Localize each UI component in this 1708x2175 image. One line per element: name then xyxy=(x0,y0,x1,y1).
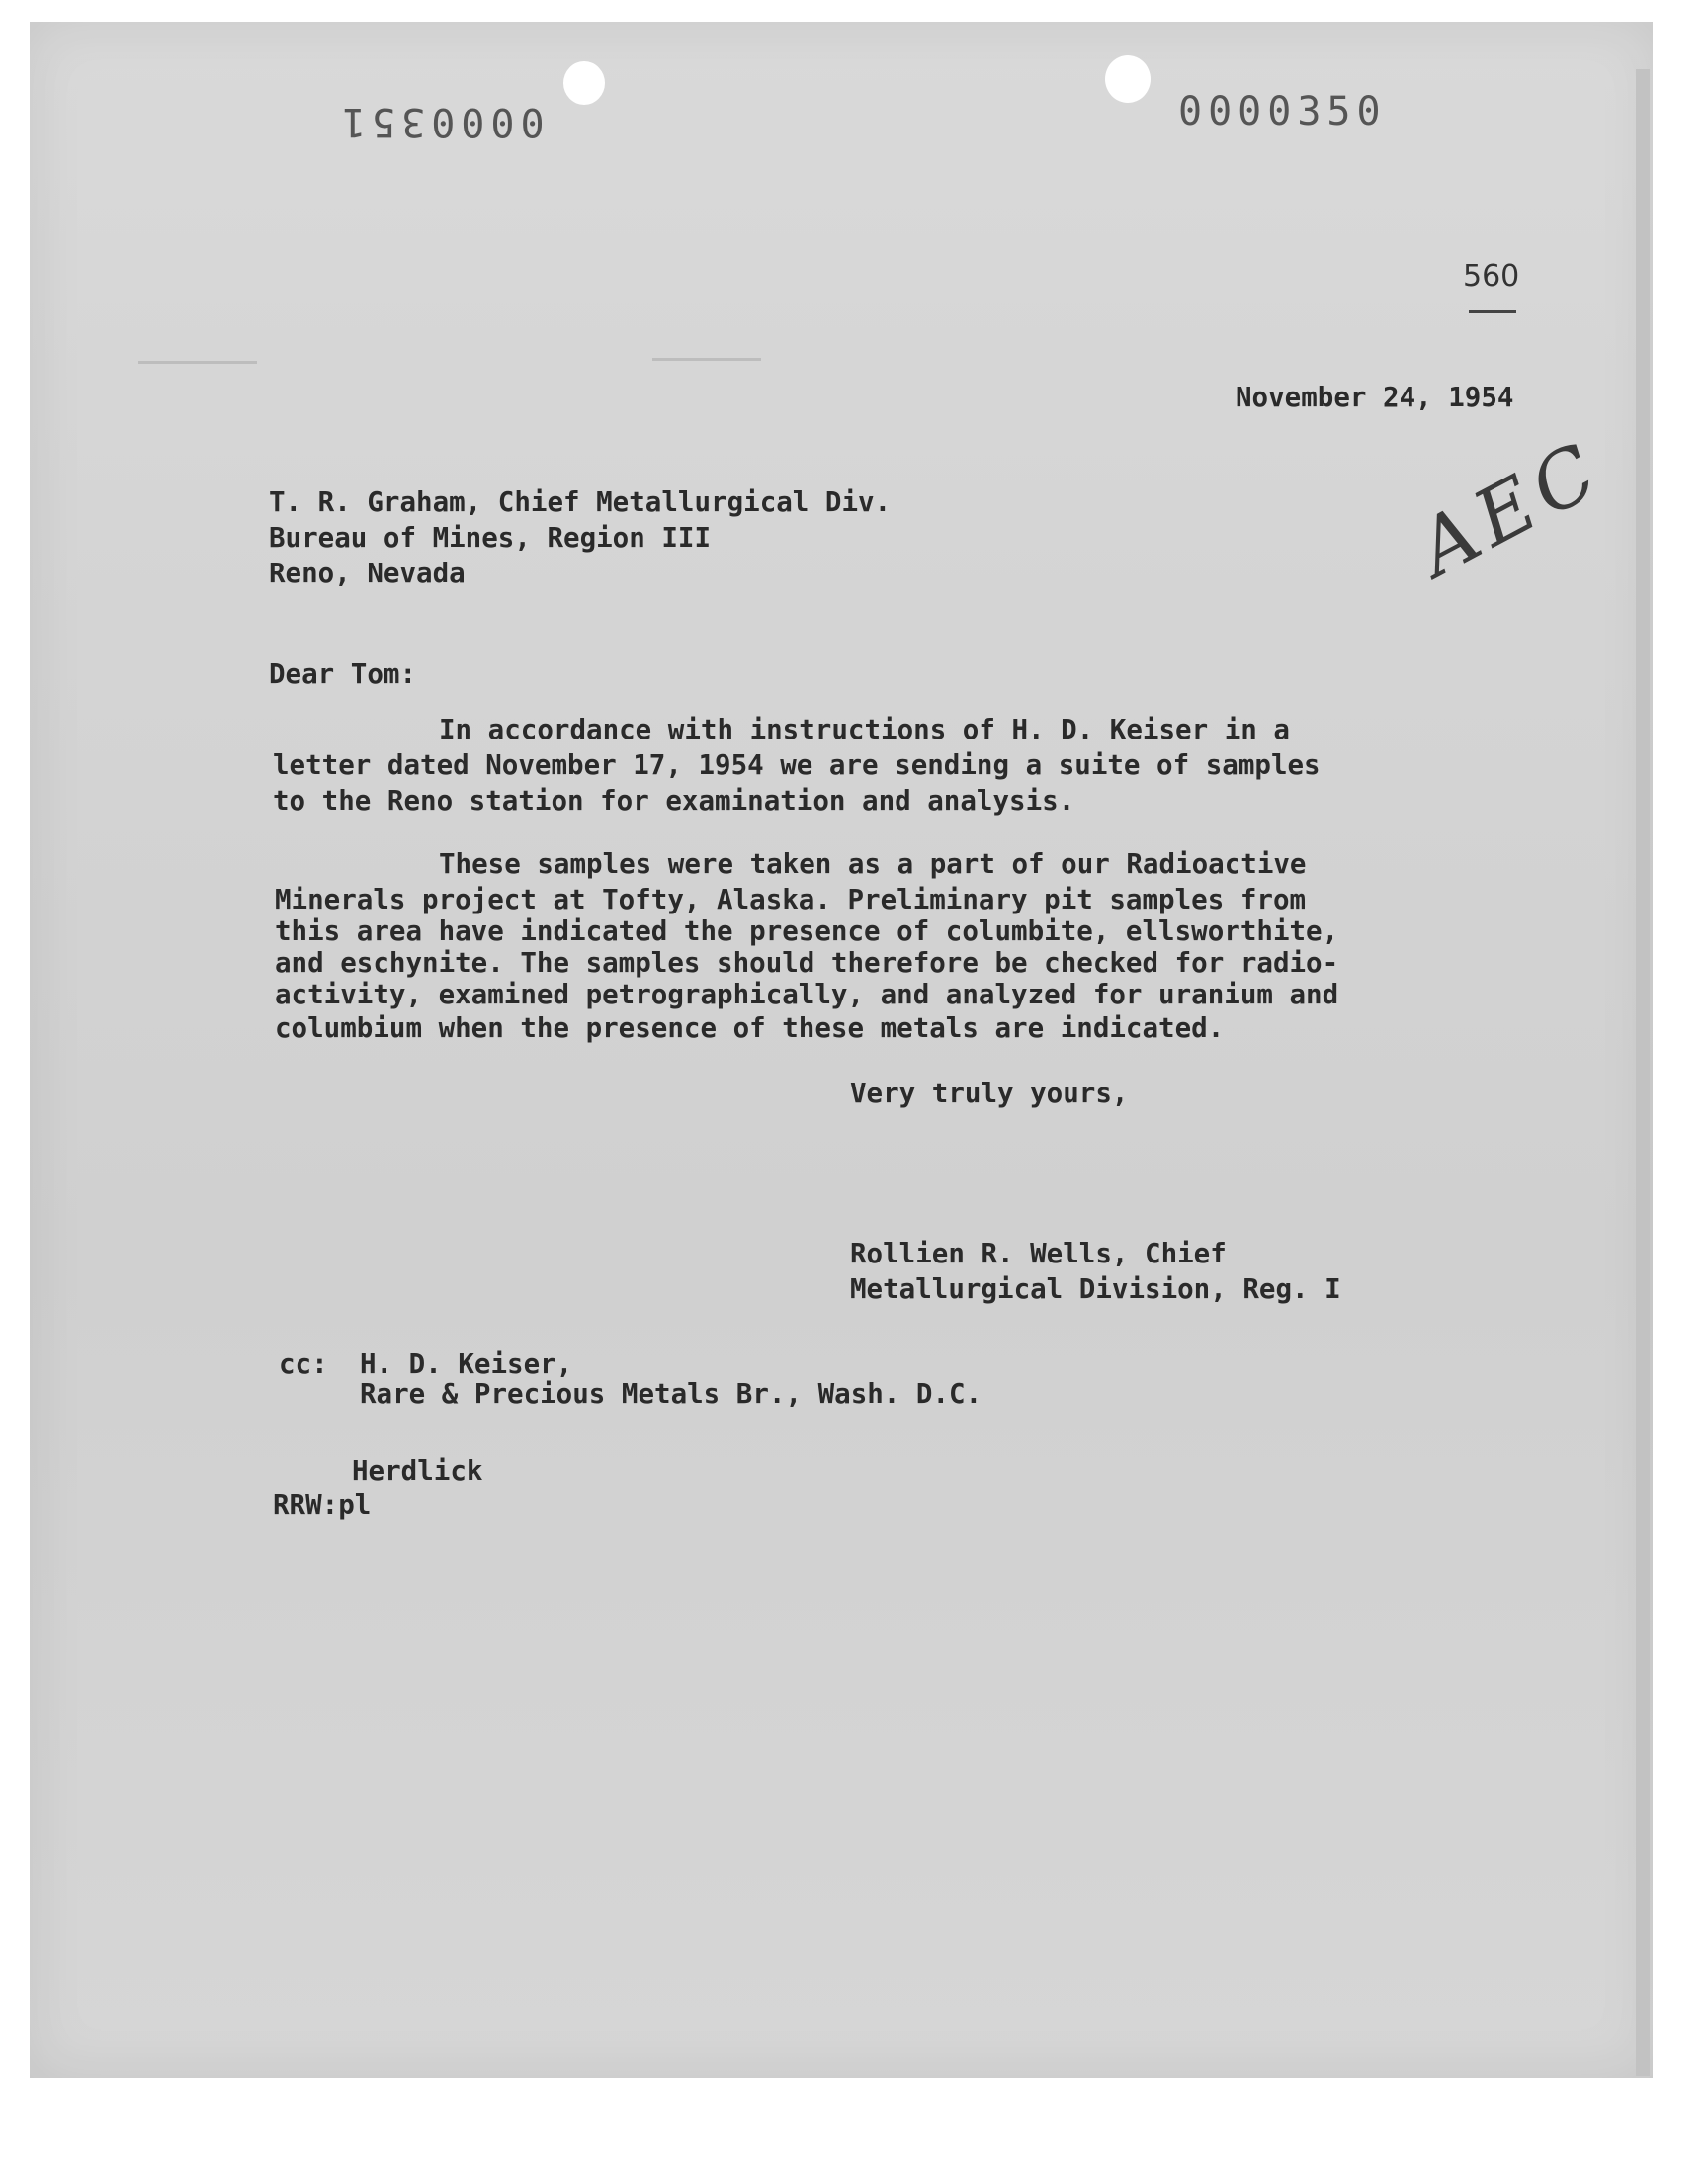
recipient-line-1: T. R. Graham, Chief Metallurgical Div. xyxy=(269,486,892,518)
document-stamp-right: 0000350 xyxy=(1178,89,1387,134)
punch-hole-right xyxy=(1105,55,1151,103)
paragraph1-line-3: to the Reno station for examination and analysis. xyxy=(273,785,1075,817)
cc-line-2: Rare & Precious Metals Br., Wash. D.C. xyxy=(360,1378,982,1410)
scanned-page xyxy=(30,22,1653,2078)
paragraph2-line-1: These samples were taken as a part of our Radioactive xyxy=(439,848,1307,880)
paragraph2-line-3: this area have indicated the presence of columbite, ellsworthite, xyxy=(275,915,1339,947)
signature-line-1: Rollien R. Wells, Chief xyxy=(850,1238,1227,1269)
cc-extra: Herdlick xyxy=(352,1455,483,1487)
recipient-line-3: Reno, Nevada xyxy=(269,558,466,589)
salutation: Dear Tom: xyxy=(269,658,417,690)
paragraph2-line-2: Minerals project at Tofty, Alaska. Preliminary pit samples from xyxy=(275,884,1307,915)
letter-date: November 24, 1954 xyxy=(1236,382,1514,413)
paragraph2-line-6: columbium when the presence of these metals are indicated. xyxy=(275,1012,1225,1044)
page-number-underline xyxy=(1469,310,1516,313)
cc-line-1: H. D. Keiser, xyxy=(360,1348,573,1380)
signature-line-2: Metallurgical Division, Reg. I xyxy=(850,1273,1341,1305)
paragraph2-line-5: activity, examined petrographically, and analyzed for uranium and xyxy=(275,979,1339,1010)
punch-hole-left xyxy=(563,61,605,105)
page-number: 560 xyxy=(1463,259,1520,294)
recipient-line-2: Bureau of Mines, Region III xyxy=(269,522,712,554)
document-stamp-left: 0000351 xyxy=(336,99,545,144)
typist-initials: RRW:pl xyxy=(273,1489,372,1521)
paragraph2-line-4: and eschynite. The samples should therefore be checked for radio- xyxy=(275,947,1339,979)
paragraph1-line-2: letter dated November 17, 1954 we are sending a suite of samples xyxy=(273,749,1321,781)
smudge-line-center xyxy=(652,358,761,361)
cc-label: cc: xyxy=(279,1348,328,1380)
paragraph1-line-1: In accordance with instructions of H. D. Keiser in a xyxy=(439,714,1290,745)
page-edge-shadow xyxy=(1636,69,1650,2076)
handwritten-annotation: AEC xyxy=(1404,424,1618,594)
closing: Very truly yours, xyxy=(850,1078,1129,1109)
smudge-line-left xyxy=(138,361,257,364)
